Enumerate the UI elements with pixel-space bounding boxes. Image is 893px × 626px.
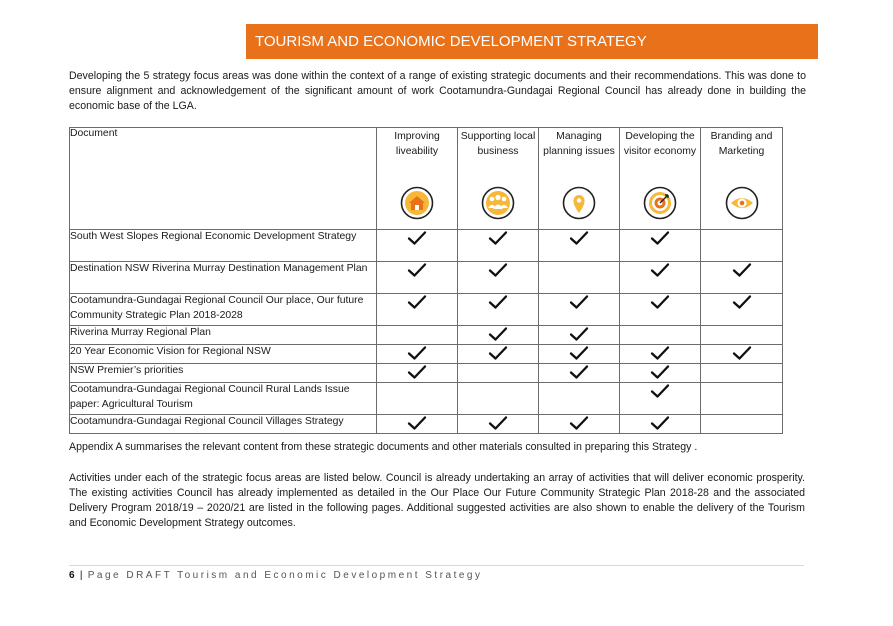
alignment-cell [701,345,783,364]
checkmark-icon [407,345,427,361]
alignment-cell [539,415,620,434]
checkmark-icon [650,383,670,399]
checkmark-icon [650,262,670,278]
page-number: 6 [69,570,75,581]
alignment-cell [539,383,620,415]
alignment-cell [701,294,783,326]
table-row [70,345,783,364]
checkmark-icon [732,294,752,310]
alignment-cell [539,326,620,345]
focus-column-liveability [377,128,458,230]
checkmark-icon [407,294,427,310]
people-group-icon [481,186,515,220]
alignment-cell [701,326,783,345]
alignment-cell [620,262,701,294]
alignment-cell [377,364,458,383]
document-name-cell: South West Slopes Regional Economic Development Strategy [70,230,377,262]
document-name-cell: Riverina Murray Regional Plan [70,326,377,345]
checkmark-icon [488,294,508,310]
alignment-cell [458,364,539,383]
alignment-cell [701,415,783,434]
checkmark-icon [407,262,427,278]
alignment-cell [377,294,458,326]
table-header-row [70,128,783,230]
location-pin-icon [562,186,596,220]
strategy-alignment-table [69,127,783,434]
alignment-cell [701,230,783,262]
table-row [70,294,783,326]
checkmark-icon [650,364,670,380]
checkmark-icon [650,345,670,361]
alignment-cell [539,230,620,262]
alignment-cell [377,262,458,294]
checkmark-icon [569,230,589,246]
alignment-cell [458,415,539,434]
house-icon [400,186,434,220]
checkmark-icon [488,415,508,431]
target-icon [643,186,677,220]
intro-paragraph: Developing the 5 strategy focus areas was done within the context of a range of existing strategic documents and their recommendations. This was done to ensure alignment and acknowledgement of the significant amount of work Cootamundra-Gundagai Regional Council has already done in building the economic base of the LGA. [69,70,806,112]
checkmark-icon [650,294,670,310]
footer-separator: | [79,570,83,581]
document-name-cell: Cootamundra-Gundagai Regional Council Rural Lands Issue paper: Agricultural Tourism [70,383,377,415]
checkmark-icon [732,345,752,361]
eye-icon [725,186,759,220]
page-footer [69,570,483,581]
alignment-cell [458,326,539,345]
alignment-cell [377,415,458,434]
table-row [70,415,783,434]
focus-column-branding [701,128,783,230]
alignment-cell [620,415,701,434]
checkmark-icon [569,345,589,361]
focus-label: Managing planning issues [543,131,615,157]
appendix-paragraph: Appendix A summarises the relevant content from these strategic documents and other materials consulted in preparing this Strategy . [69,441,698,453]
alignment-cell [377,345,458,364]
checkmark-icon [569,326,589,342]
focus-column-local-business [458,128,539,230]
checkmark-icon [650,230,670,246]
table-row [70,326,783,345]
alignment-cell [377,326,458,345]
alignment-cell [458,294,539,326]
checkmark-icon [488,345,508,361]
checkmark-icon [488,262,508,278]
table-row [70,364,783,383]
alignment-cell [701,364,783,383]
alignment-cell [539,262,620,294]
alignment-cell [620,294,701,326]
alignment-cell [539,294,620,326]
footer-text: Page DRAFT Tourism and Economic Development Strategy [87,570,483,581]
activities-paragraph: Activities under each of the strategic focus areas are listed below. Council is already undertaking an array of activities that will deliver economic prosperity. The existing activities Council has already implemented as detailed in the Our Place Our Future Community Strategic Plan 2018-28 and the associated Delivery Program 2018/19 – 2020/21 are listed in the following pages. Additional suggested activities are also shown to enable the delivery of the Tourism and Economic Development Strategy outcomes. [69,472,805,529]
checkmark-icon [569,415,589,431]
table-row [70,383,783,415]
checkmark-icon [488,230,508,246]
alignment-cell [458,383,539,415]
alignment-cell [539,345,620,364]
alignment-cell [377,230,458,262]
document-name-cell: Destination NSW Riverina Murray Destination Management Plan [70,262,377,294]
checkmark-icon [407,415,427,431]
document-name-cell: Cootamundra-Gundagai Regional Council Villages Strategy [70,415,377,434]
checkmark-icon [569,294,589,310]
document-title: TOURISM AND ECONOMIC DEVELOPMENT STRATEGY [255,33,647,50]
focus-label: Improving liveability [394,131,440,157]
document-column-header: Document [70,128,377,230]
alignment-cell [620,364,701,383]
focus-column-visitor-economy [620,128,701,230]
alignment-cell [701,262,783,294]
checkmark-icon [407,364,427,380]
checkmark-icon [732,262,752,278]
alignment-cell [620,383,701,415]
checkmark-icon [407,230,427,246]
alignment-cell [620,345,701,364]
checkmark-icon [569,364,589,380]
alignment-cell [701,383,783,415]
focus-column-planning [539,128,620,230]
alignment-cell [539,364,620,383]
table-row [70,230,783,262]
document-name-cell: NSW Premier’s priorities [70,364,377,383]
footer-divider [69,565,804,566]
checkmark-icon [488,326,508,342]
alignment-cell [377,383,458,415]
alignment-cell [458,345,539,364]
header-banner [246,24,818,59]
focus-label: Developing the visitor economy [623,131,697,157]
alignment-cell [458,230,539,262]
document-name-cell: Cootamundra-Gundagai Regional Council Our place, Our future Community Strategic Plan 2018-2028 [70,294,377,326]
alignment-cell [620,326,701,345]
focus-label: Branding and Marketing [710,131,773,157]
table-row [70,262,783,294]
document-name-cell: 20 Year Economic Vision for Regional NSW [70,345,377,364]
focus-label: Supporting local business [460,131,536,157]
checkmark-icon [650,415,670,431]
alignment-cell [620,230,701,262]
alignment-cell [458,262,539,294]
